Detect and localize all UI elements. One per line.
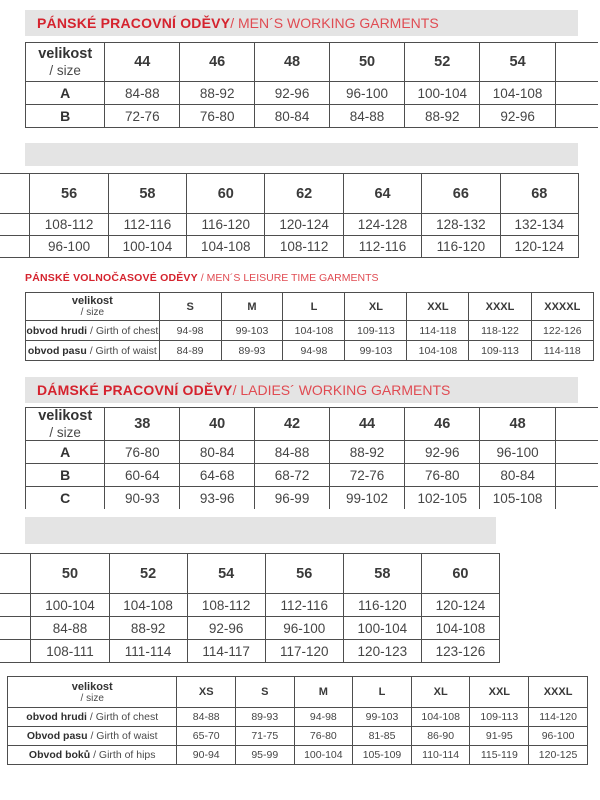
divider-bar-mens-working	[25, 143, 578, 166]
value-cell: 96-100	[529, 727, 588, 746]
table-row	[8, 708, 588, 727]
row-label-cell	[8, 727, 177, 746]
size-header-cell: 54	[480, 43, 555, 82]
value-cell: 93-96	[180, 487, 255, 510]
value-cell: 111-114	[109, 640, 187, 663]
size-header-row	[26, 408, 599, 441]
value-cell: 102-105	[405, 487, 480, 510]
value-cell: 118-122	[469, 321, 531, 341]
value-cell: 104-108	[187, 236, 265, 258]
size-header-cell: XS	[177, 677, 236, 708]
size-table	[25, 407, 598, 509]
table-row	[0, 594, 500, 617]
size-label-cell	[26, 293, 160, 321]
value-cell: 114-118	[531, 341, 593, 361]
value-cell: 124-128	[343, 214, 421, 236]
size-header-cell: M	[294, 677, 353, 708]
value-cell: 108-112	[265, 236, 343, 258]
value-cell: 64-68	[180, 464, 255, 487]
value-cell: 60-64	[105, 464, 180, 487]
section-title-mens-working	[25, 10, 578, 36]
value-cell: 76-80	[105, 441, 180, 464]
size-header-cell: XXXL	[529, 677, 588, 708]
size-header-cell: 44	[330, 408, 405, 441]
size-header-cell: 48	[480, 408, 555, 441]
size-header-cell: 50	[330, 43, 405, 82]
row-label-english: / Girth of waist	[90, 730, 158, 742]
value-cell: 99-103	[345, 341, 407, 361]
cropped-empty-cell	[0, 214, 30, 236]
divider-bar-ladies-working	[25, 517, 496, 544]
value-cell: 76-80	[405, 464, 480, 487]
row-label-cell: B	[26, 105, 105, 128]
size-header-cell: 58	[343, 554, 421, 594]
cropped-empty-cell	[555, 408, 598, 441]
value-cell: 104-108	[109, 594, 187, 617]
value-cell: 92-96	[405, 441, 480, 464]
size-header-cell: 56	[265, 554, 343, 594]
size-label-line1: velikost	[38, 46, 93, 62]
value-cell: 90-93	[105, 487, 180, 510]
value-cell: 96-99	[255, 487, 330, 510]
value-cell: 117-120	[265, 640, 343, 663]
value-cell: 100-104	[343, 617, 421, 640]
value-cell: 94-98	[294, 708, 353, 727]
value-cell: 104-108	[480, 82, 555, 105]
ladies-working-size-table-2	[0, 553, 500, 663]
row-label-cell: C	[26, 487, 105, 510]
value-cell: 120-124	[265, 214, 343, 236]
size-header-cell: 64	[343, 174, 421, 214]
size-header-cell: 52	[405, 43, 480, 82]
size-header-cell: 66	[422, 174, 500, 214]
cropped-empty-cell	[0, 236, 30, 258]
mens-leisure-size-table	[25, 292, 594, 361]
cropped-empty-cell	[555, 441, 598, 464]
ladies-working-size-table-1	[25, 407, 598, 509]
value-cell: 91-95	[470, 727, 529, 746]
size-table	[0, 553, 500, 663]
value-cell: 90-94	[177, 746, 236, 765]
value-cell: 110-114	[411, 746, 470, 765]
row-label-english: / Girth of chest	[89, 324, 159, 337]
value-cell: 105-109	[353, 746, 412, 765]
row-label-czech: Obvod pasu	[26, 730, 91, 742]
value-cell: 71-75	[235, 727, 294, 746]
size-label-line2: / size	[80, 692, 104, 704]
value-cell: 80-84	[480, 464, 555, 487]
value-cell: 65-70	[177, 727, 236, 746]
size-header-cell: 44	[105, 43, 180, 82]
size-label-line1: velikost	[71, 295, 113, 307]
value-cell: 80-84	[255, 105, 330, 128]
value-cell: 88-92	[109, 617, 187, 640]
row-label-cell: A	[26, 82, 105, 105]
value-cell: 112-116	[343, 236, 421, 258]
row-label-cell	[8, 746, 177, 765]
row-label-cell	[26, 321, 160, 341]
section-title-mens-leisure	[25, 268, 379, 286]
value-cell: 96-100	[330, 82, 405, 105]
value-cell: 104-108	[407, 341, 469, 361]
table-row	[26, 464, 599, 487]
value-cell: 120-124	[421, 594, 499, 617]
size-label-line2: / size	[49, 63, 81, 78]
value-cell: 72-76	[330, 464, 405, 487]
value-cell: 99-103	[353, 708, 412, 727]
value-cell: 109-113	[470, 708, 529, 727]
value-cell: 81-85	[353, 727, 412, 746]
size-header-cell: 54	[187, 554, 265, 594]
value-cell: 92-96	[255, 82, 330, 105]
size-label-line1: velikost	[38, 408, 93, 424]
section-title-czech: DÁMSKÉ PRACOVNÍ ODĚVY	[37, 382, 233, 398]
size-header-cell: 60	[187, 174, 265, 214]
value-cell: 94-98	[283, 341, 345, 361]
size-header-cell: 58	[108, 174, 186, 214]
row-label-czech: obvod hrudi	[26, 324, 90, 337]
size-header-cell: L	[283, 293, 345, 321]
size-header-cell: 52	[109, 554, 187, 594]
table-row	[26, 82, 599, 105]
table-row	[0, 617, 500, 640]
value-cell: 112-116	[265, 594, 343, 617]
value-cell: 86-90	[411, 727, 470, 746]
value-cell: 84-88	[105, 82, 180, 105]
value-cell: 100-104	[405, 82, 480, 105]
row-label-english: / Girth of chest	[89, 711, 159, 723]
size-header-cell: L	[353, 677, 412, 708]
value-cell: 115-119	[470, 746, 529, 765]
size-header-cell: XL	[345, 293, 407, 321]
size-header-row	[8, 677, 588, 708]
cropped-empty-cell	[0, 554, 31, 594]
value-cell: 114-120	[529, 708, 588, 727]
size-header-cell: XXXXL	[531, 293, 593, 321]
value-cell: 120-123	[343, 640, 421, 663]
table-row	[26, 441, 599, 464]
value-cell: 76-80	[294, 727, 353, 746]
size-label-cell	[8, 677, 177, 708]
value-cell: 88-92	[180, 82, 255, 105]
value-cell: 104-108	[283, 321, 345, 341]
value-cell: 122-126	[531, 321, 593, 341]
value-cell: 114-117	[187, 640, 265, 663]
table-row	[0, 640, 500, 663]
size-header-row	[26, 43, 599, 82]
value-cell: 96-100	[265, 617, 343, 640]
row-label-czech: obvod pasu	[27, 344, 90, 357]
row-label-czech: obvod hrudi	[26, 711, 90, 723]
size-header-cell: XXL	[407, 293, 469, 321]
size-label-cell	[26, 43, 105, 82]
value-cell: 96-100	[480, 441, 555, 464]
table-row	[26, 105, 599, 128]
ladies-leisure-size-table	[7, 676, 588, 765]
cropped-empty-cell	[555, 487, 598, 510]
size-header-cell: XXXL	[469, 293, 531, 321]
value-cell: 88-92	[330, 441, 405, 464]
row-label-cell: A	[26, 441, 105, 464]
size-header-cell: 62	[265, 174, 343, 214]
size-header-cell: 48	[255, 43, 330, 82]
table-row	[26, 487, 599, 510]
size-header-cell: M	[221, 293, 283, 321]
value-cell: 112-116	[108, 214, 186, 236]
value-cell: 68-72	[255, 464, 330, 487]
value-cell: 109-113	[345, 321, 407, 341]
mens-working-size-table-2	[0, 173, 579, 258]
value-cell: 89-93	[235, 708, 294, 727]
size-label-cell	[26, 408, 105, 441]
value-cell: 100-104	[294, 746, 353, 765]
size-table	[7, 676, 588, 765]
value-cell: 84-88	[177, 708, 236, 727]
table-row	[0, 214, 579, 236]
cropped-empty-cell	[555, 105, 598, 128]
section-title-czech: PÁNSKÉ VOLNOČASOVÉ ODĚVY	[25, 272, 198, 284]
value-cell: 104-108	[421, 617, 499, 640]
row-label-cell	[26, 341, 160, 361]
section-title-ladies-working	[25, 377, 578, 403]
size-header-cell: 68	[500, 174, 578, 214]
value-cell: 88-92	[405, 105, 480, 128]
value-cell: 116-120	[422, 236, 500, 258]
cropped-empty-cell	[0, 174, 30, 214]
value-cell: 109-113	[469, 341, 531, 361]
value-cell: 108-112	[187, 594, 265, 617]
row-label-cell: B	[26, 464, 105, 487]
value-cell: 108-111	[31, 640, 109, 663]
value-cell: 104-108	[411, 708, 470, 727]
size-header-cell: 42	[255, 408, 330, 441]
table-row	[0, 236, 579, 258]
size-header-cell: 46	[180, 43, 255, 82]
size-label-line2: / size	[80, 307, 105, 318]
value-cell: 120-125	[529, 746, 588, 765]
value-cell: 94-98	[159, 321, 221, 341]
table-row	[26, 321, 594, 341]
value-cell: 114-118	[407, 321, 469, 341]
mens-working-size-table-1	[25, 42, 598, 128]
value-cell: 100-104	[31, 594, 109, 617]
section-title-english: / LADIES´ WORKING GARMENTS	[232, 382, 451, 398]
size-header-cell: XL	[411, 677, 470, 708]
size-header-cell: 56	[30, 174, 108, 214]
row-label-cell	[8, 708, 177, 727]
value-cell: 84-88	[330, 105, 405, 128]
cropped-empty-cell	[555, 464, 598, 487]
table-row	[26, 341, 594, 361]
value-cell: 123-126	[421, 640, 499, 663]
size-label-line2: / size	[49, 425, 81, 440]
section-title-english: / MEN´S LEISURE TIME GARMENTS	[197, 272, 379, 284]
value-cell: 72-76	[105, 105, 180, 128]
size-header-cell: 38	[105, 408, 180, 441]
value-cell: 84-88	[31, 617, 109, 640]
size-header-cell: 50	[31, 554, 109, 594]
value-cell: 116-120	[343, 594, 421, 617]
section-title-english: / MEN´S WORKING GARMENTS	[230, 15, 439, 31]
value-cell: 99-102	[330, 487, 405, 510]
row-label-english: / Girth of waist	[89, 344, 157, 357]
value-cell: 84-89	[159, 341, 221, 361]
cropped-empty-cell	[0, 594, 31, 617]
size-header-cell: XXL	[470, 677, 529, 708]
value-cell: 116-120	[187, 214, 265, 236]
table-row	[8, 746, 588, 765]
cropped-empty-cell	[0, 640, 31, 663]
value-cell: 95-99	[235, 746, 294, 765]
value-cell: 84-88	[255, 441, 330, 464]
size-table	[25, 292, 594, 361]
cropped-empty-cell	[0, 617, 31, 640]
row-label-english: / Girth of hips	[93, 749, 156, 761]
size-header-cell: 46	[405, 408, 480, 441]
value-cell: 96-100	[30, 236, 108, 258]
size-label-line1: velikost	[71, 680, 113, 693]
value-cell: 108-112	[30, 214, 108, 236]
row-label-czech: Obvod boků	[28, 749, 94, 761]
value-cell: 99-103	[221, 321, 283, 341]
table-row	[8, 727, 588, 746]
value-cell: 100-104	[108, 236, 186, 258]
size-header-row	[0, 554, 500, 594]
cropped-empty-cell	[555, 82, 598, 105]
size-header-cell: S	[159, 293, 221, 321]
size-table	[0, 173, 579, 258]
value-cell: 105-108	[480, 487, 555, 510]
value-cell: 92-96	[480, 105, 555, 128]
value-cell: 76-80	[180, 105, 255, 128]
cropped-empty-cell	[555, 43, 598, 82]
value-cell: 132-134	[500, 214, 578, 236]
value-cell: 128-132	[422, 214, 500, 236]
value-cell: 80-84	[180, 441, 255, 464]
value-cell: 89-93	[221, 341, 283, 361]
value-cell: 92-96	[187, 617, 265, 640]
size-header-cell: 60	[421, 554, 499, 594]
size-header-row	[26, 293, 594, 321]
size-header-cell: S	[235, 677, 294, 708]
size-header-cell: 40	[180, 408, 255, 441]
size-table	[25, 42, 598, 128]
value-cell: 120-124	[500, 236, 578, 258]
size-header-row	[0, 174, 579, 214]
section-title-czech: PÁNSKÉ PRACOVNÍ ODĚVY	[37, 15, 231, 31]
